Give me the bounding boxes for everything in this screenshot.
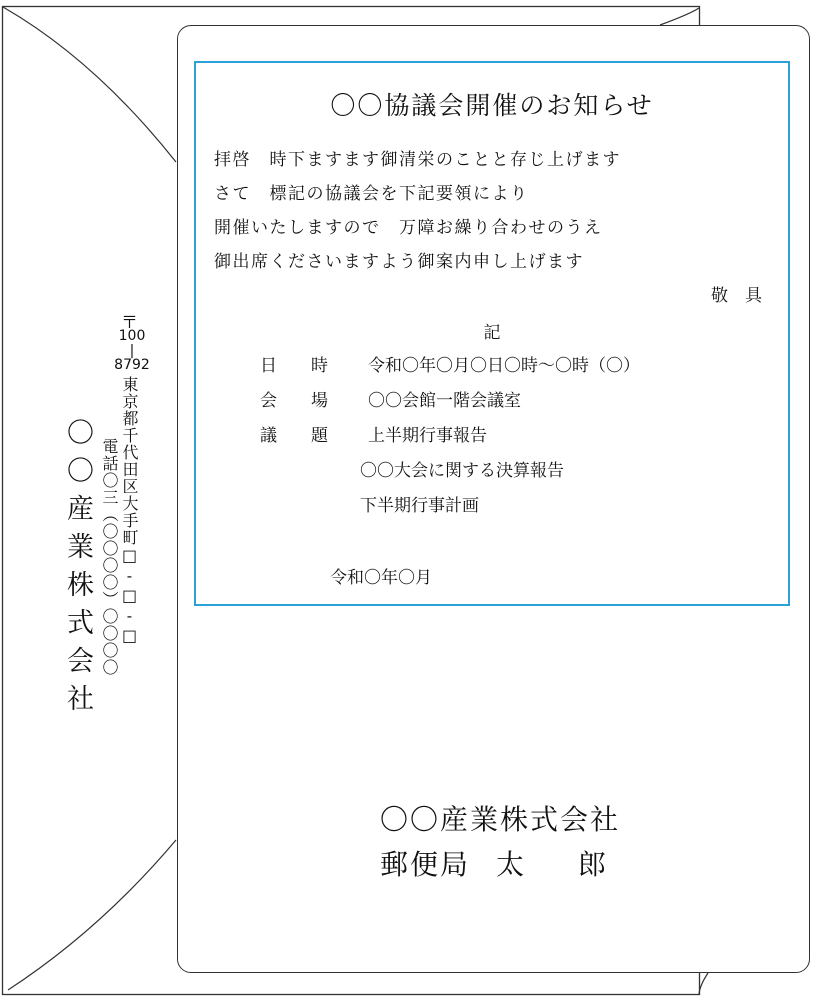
sender-address: 東京都千代田区大手町□-□-□ [120,376,139,646]
sender-person [380,843,608,883]
detail-value: 〇〇会館一階会議室 [368,391,521,411]
detail-row-venue [260,386,521,411]
body-line: 拝啓 時下ますます御清栄のことと存じ上げます [214,150,621,170]
sender-phone: 電話〇三（〇〇〇〇）〇〇〇〇 [100,438,119,676]
detail-value: 上半期行事報告 [368,426,487,446]
sender-family-name: 郵便局 [380,848,471,881]
body-line: さて 標記の協議会を下記要領により [214,184,529,204]
ki-heading: 記 [483,323,501,343]
agenda-item: 〇〇大会に関する決算報告 [360,461,564,481]
sender-company: 〇〇産業株式会社 [379,803,620,836]
detail-row-agenda [260,421,487,446]
detail-value: 令和〇年〇月〇日〇時～〇時（〇） [368,356,640,376]
notice-title: 〇〇協議会開催のお知らせ [330,91,654,120]
body-line: 御出席くださいますよう御案内申し上げます [214,252,584,272]
postal-mark: 〒 [121,313,138,333]
body-line: 開催いたしますので 万障お繰り合わせのうえ [214,218,603,238]
closing-phrase: 敬 具 [711,286,762,306]
notice-body [214,143,621,279]
agenda-item: 下半期行事計画 [360,496,479,516]
sender-company-vertical: 〇〇産業株式会社 [62,418,93,722]
detail-row-datetime [260,351,640,376]
notice-box [194,61,790,606]
sender-given-name-part: 太 [496,848,527,881]
detail-label: 日 時 [260,356,328,376]
notice-date: 令和〇年〇月 [330,568,432,588]
postal-code-separator: | [129,342,135,359]
detail-label: 会 場 [260,391,328,411]
postal-code [112,328,152,374]
envelope-flap-line [699,973,708,994]
postal-code-second: 8792 [114,357,150,374]
postal-code-first: 100 [118,328,146,344]
sender-given-name-part: 郎 [578,848,609,881]
detail-label: 議 題 [260,426,328,446]
